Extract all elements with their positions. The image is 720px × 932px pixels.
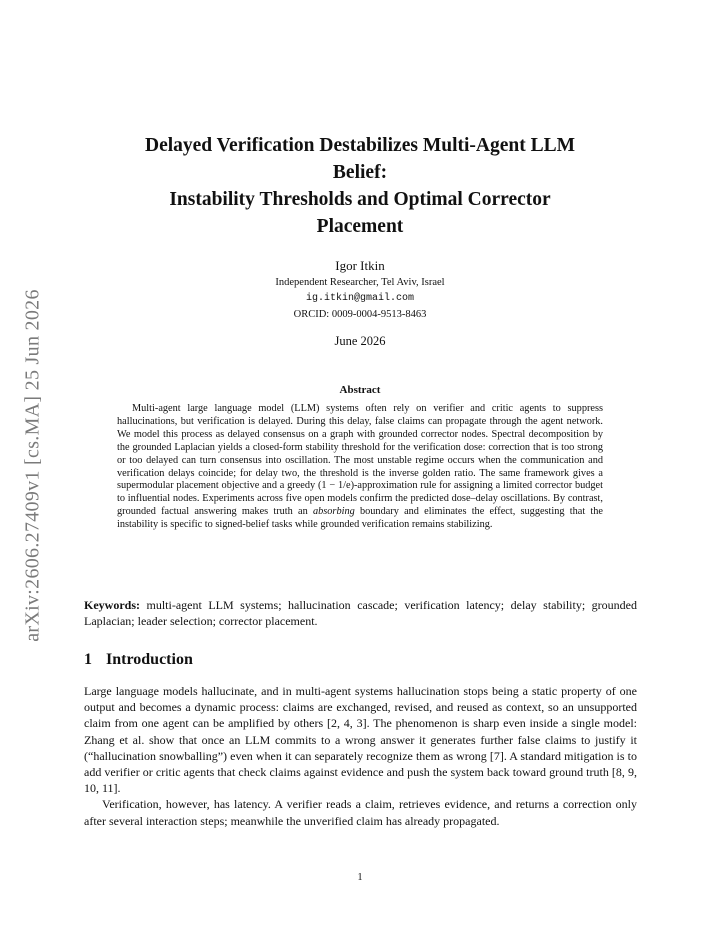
title-line: Instability Thresholds and Optimal Corrector: [169, 189, 551, 210]
intro-paragraph: Verification, however, has latency. A verifier reads a claim, retrieves evidence, and returns a correction only after several interaction steps; meanwhile the unverified claim has already propagated.: [84, 797, 637, 828]
abstract-text-part: Multi-agent large language model (LLM) systems often rely on verifier and critic agents to suppress hallucinations, but verification is delayed. During this delay, false claims can propagate through the agent network. We model this process as delayed consensus on a graph with grounded corrector nodes. Spectral decomposition by the grounded Laplacian yields a closed-form stability threshold for the verification dose: correction that is too strong or too delayed can turn consensus into oscillation. The most unstable regime occurs when the communication and verification delays coincide; for delay two, the threshold is the inverse golden ratio. The same framework gives a supermodular placement objective and a greedy (1 − 1/e)-approximation rule for assigning a limited corrector budget to influential nodes. Experiments across five open models confirm the predicted dose–delay oscillations. By contrast, grounded factual answering makes truth an: [117, 403, 603, 518]
section-heading: [84, 651, 193, 669]
section-title: Introduction: [106, 651, 193, 668]
abstract-text: [117, 403, 603, 532]
title-line: Placement: [316, 216, 404, 237]
keywords: [84, 598, 637, 629]
author-name: Igor Itkin: [335, 258, 385, 273]
publication-date: June 2026: [334, 334, 386, 348]
introduction-body: [84, 683, 637, 829]
paper-title: [90, 132, 630, 240]
section-number: 1: [84, 651, 92, 668]
abstract-emphasis: absorbing: [312, 506, 355, 518]
author-orcid: ORCID: 0009-0004-9513-8463: [293, 309, 427, 320]
keywords-text: multi-agent LLM systems; hallucination cascade; verification latency; delay stability; grounded Laplacian; leader selection; corrector placement.: [84, 598, 637, 628]
abstract-heading: Abstract: [339, 384, 381, 396]
author-affiliation: Independent Researcher, Tel Aviv, Israel: [275, 277, 445, 288]
title-line: Belief:: [332, 162, 388, 183]
arxiv-identifier-stamp: [20, 258, 46, 672]
author-email: ig.itkin@gmail.com: [305, 293, 415, 304]
abstract-text-part: boundary and eliminates the effect, suggesting that the instability is specific to signed-belief tasks while grounded verification remains stabilizing.: [117, 506, 604, 531]
keywords-label: Keywords:: [84, 598, 140, 612]
author-block: [160, 256, 560, 349]
page-number: 1: [357, 872, 363, 883]
intro-paragraph: Large language models hallucinate, and in multi-agent systems hallucination stops being a static property of one output and becomes a dynamic process: claims are exchanged, revised, and reused as context, so an unsupported claim from one agent can be amplified by others [2, 4, 3]. The phenomenon is sharp even inside a single model: Zhang et al. show that once an LLM commits to a wrong answer it generates further false claims to justify it (“hallucination snowballing”) even when it can separately recognize them as wrong [7]. A standard mitigation is to add verifier or critic agents that check claims against evidence and push the system back toward ground truth [8, 9, 10, 11].: [84, 684, 637, 796]
title-line: Delayed Verification Destabilizes Multi-Agent LLM: [144, 135, 576, 156]
arxiv-id-text: arXiv:2606.27409v1 [cs.MA] 25 Jun 2026: [21, 288, 44, 642]
